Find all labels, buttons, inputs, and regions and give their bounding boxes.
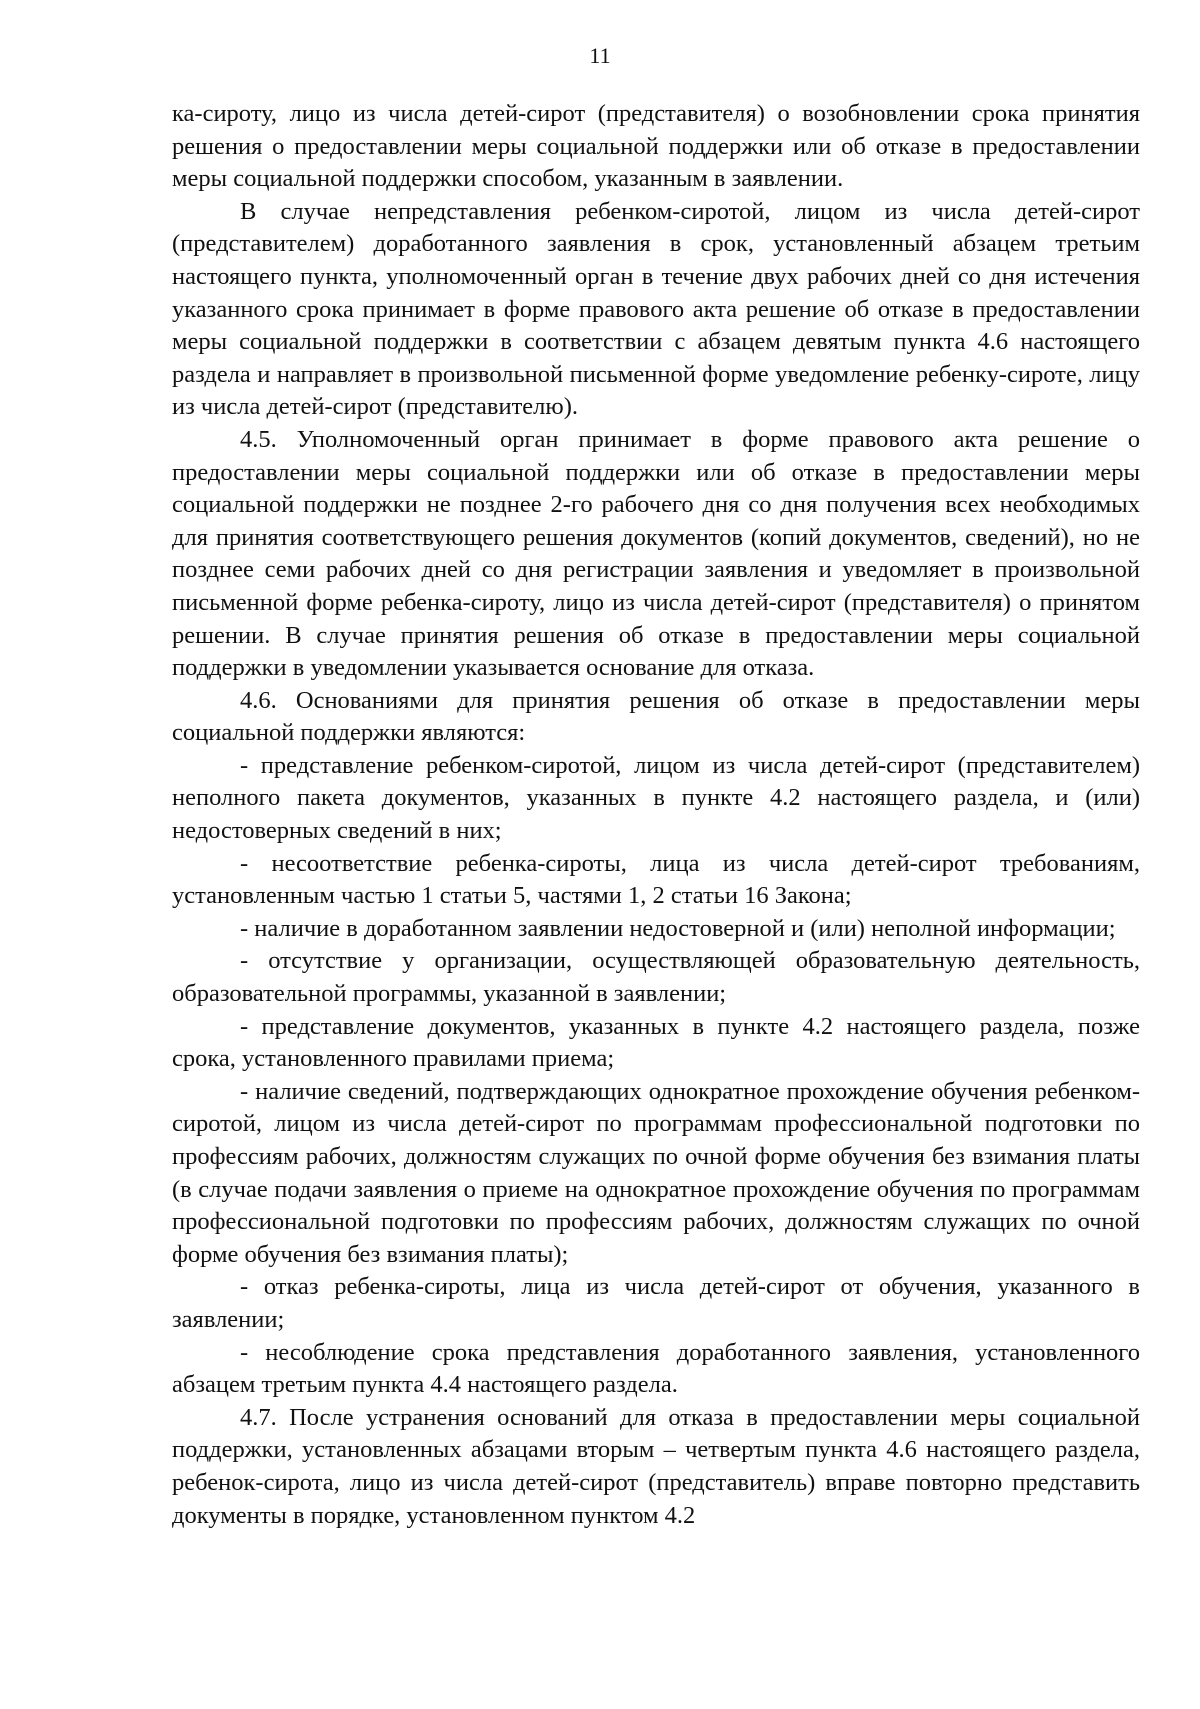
page-number: 11 (589, 43, 611, 68)
document-body (172, 98, 1140, 1532)
list-item: - несоблюдение срока представления доработанного заявления, установленного абзацем третьим пункта 4.4 настоящего раздела. (172, 1338, 1140, 1399)
list-item: - представление ребенком-сиротой, лицом из числа детей-сирот (представителем) неполного пакета документов, указанных в пункте 4.2 настоящего раздела, и (или) недостоверных сведений в них; (172, 751, 1140, 845)
paragraph-4-7: 4.7. После устранения оснований для отказа в предоставлении меры социальной поддержки, установленных абзацами вторым – четвертым пункта 4.6 настоящего раздела, ребенок-сирота, лицо из числа детей-сирот (представитель) вправе повторно представить документы в порядке, установленном пунктом 4.2 (172, 1403, 1140, 1529)
list-item: - несоответствие ребенка-сироты, лица из числа детей-сирот требованиям, установленным частью 1 статьи 5, частями 1, 2 статьи 16 Закона; (172, 849, 1140, 910)
paragraph-non-submission: В случае непредставления ребенком-сиротой, лицом из числа детей-сирот (представителем) доработанного заявления в срок, установленный абзацем третьим настоящего пункта, уполномоченный орган в течение двух рабочих дней со дня истечения указанного срока принимает в форме правового акта решение об отказе в предоставлении меры социальной поддержки в соответствии с абзацем девятым пункта 4.6 настоящего раздела и направляет в произвольной письменной форме уведомление ребенку-сироте, лицу из числа детей-сирот (представителю). (172, 197, 1140, 421)
paragraph-4-5: 4.5. Уполномоченный орган принимает в форме правового акта решение о предоставлении меры социальной поддержки или об отказе в предоставлении меры социальной поддержки не позднее 2-го рабочего дня со дня получения всех необходимых для принятия соответствующего решения документов (копий документов, сведений), но не позднее семи рабочих дней со дня регистрации заявления и уведомляет в произвольной письменной форме ребенка-сироту, лицо из числа детей-сирот (представителя) о принятом решении. В случае принятия решения об отказе в предоставлении меры социальной поддержки в уведомлении указывается основание для отказа. (172, 425, 1140, 682)
list-item: - наличие сведений, подтверждающих однократное прохождение обучения ребенком-сиротой, лицом из числа детей-сирот по программам профессиональной подготовки по профессиям рабочих, должностям служащих по очной форме обучения без взимания платы (в случае подачи заявления о приеме на однократное прохождение обучения по программам профессиональной подготовки по профессиям рабочих, должностям служащих по очной форме обучения без взимания платы); (172, 1077, 1140, 1268)
list-item: - представление документов, указанных в пункте 4.2 настоящего раздела, позже срока, установленного правилами приема; (172, 1012, 1140, 1073)
paragraph-continuation: ка-сироту, лицо из числа детей-сирот (представителя) о возобновлении срока принятия решения о предоставлении меры социальной поддержки или об отказе в предоставлении меры социальной поддержки способом, указанным в заявлении. (172, 100, 1140, 193)
list-item: - наличие в доработанном заявлении недостоверной и (или) неполной информации; (240, 914, 1116, 942)
list-item: - отсутствие у организации, осуществляющей образовательную деятельность, образовательной программы, указанной в заявлении; (172, 947, 1140, 1008)
list-item: - отказ ребенка-сироты, лица из числа детей-сирот от обучения, указанного в заявлении; (172, 1273, 1140, 1333)
paragraph-4-6: 4.6. Основаниями для принятия решения об отказе в предоставлении меры социальной поддержки являются: (172, 686, 1140, 747)
